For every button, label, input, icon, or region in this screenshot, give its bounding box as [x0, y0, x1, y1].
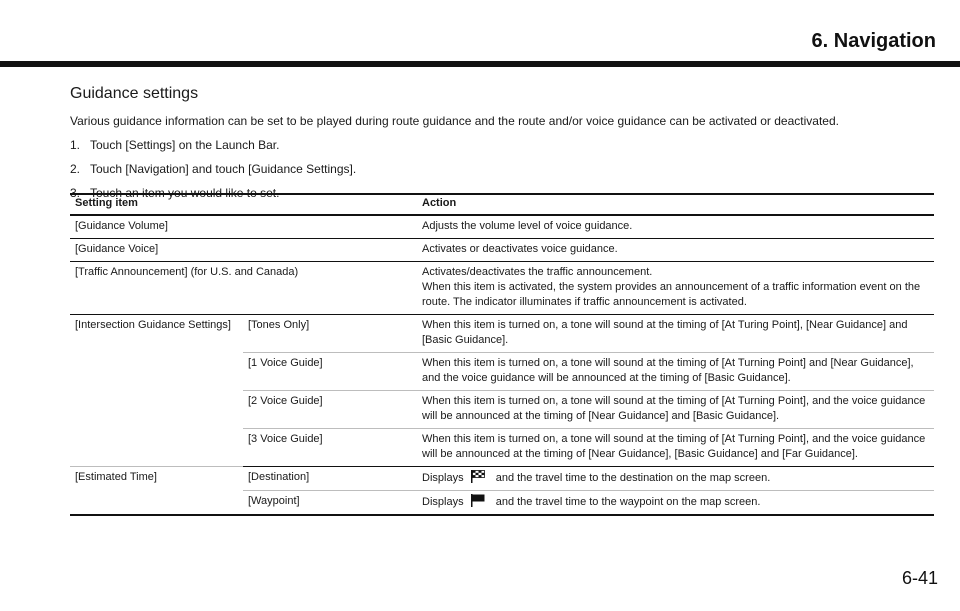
step-text: Touch [Navigation] and touch [Guidance Settings].	[90, 162, 357, 176]
table-row	[70, 315, 934, 353]
setting-item-cell: [Estimated Time]	[70, 467, 243, 516]
setting-item-cell: [Traffic Announcement] (for U.S. and Canada)	[70, 262, 417, 315]
section-intro: Various guidance information can be set to be played during route guidance and the route and/or voice guidance can be activated or deactivated.	[70, 114, 839, 128]
action-cell: Activates or deactivates voice guidance.	[417, 239, 934, 262]
step-number: 1.	[70, 138, 81, 152]
action-prefix: Displays	[422, 472, 464, 484]
setting-item-cell: [Intersection Guidance Settings]	[70, 315, 243, 467]
table-row	[70, 215, 934, 239]
chapter-rule	[0, 61, 960, 67]
step-item	[70, 137, 356, 161]
table-row	[70, 467, 934, 491]
section-title: Guidance settings	[70, 85, 199, 102]
option-cell: [Destination]	[243, 467, 417, 491]
step-item	[70, 161, 356, 185]
setting-item-cell: [Guidance Voice]	[70, 239, 417, 262]
option-cell: [3 Voice Guide]	[243, 429, 417, 467]
flag-icon	[469, 494, 487, 507]
action-suffix: and the travel time to the destination on the map screen.	[495, 472, 771, 484]
option-cell: [Waypoint]	[243, 491, 417, 516]
table-row	[70, 262, 934, 315]
action-cell	[417, 262, 934, 315]
option-cell: [2 Voice Guide]	[243, 391, 417, 429]
action-cell: When this item is turned on, a tone will sound at the timing of [At Turning Point] and [Near Guidance], and the voice guidance will be announced at the timing of [Basic Guidance].	[417, 353, 934, 391]
action-cell	[417, 467, 934, 491]
guidance-settings-table	[70, 194, 934, 516]
action-cell: Adjusts the volume level of voice guidance.	[417, 215, 934, 239]
step-number: 2.	[70, 162, 81, 176]
action-cell: When this item is turned on, a tone will sound at the timing of [At Turning Point], and the voice guidance will be announced at the timing of [Near Guidance], [Basic Guidance] and [Far Guidance].	[417, 429, 934, 467]
action-cell: When this item is turned on, a tone will sound at the timing of [At Turning Point], and the voice guidance will be announced at the timing of [Near Guidance] and [Basic Guidance].	[417, 391, 934, 429]
page-number: 6-41	[901, 568, 938, 588]
table-header-row	[70, 194, 934, 215]
action-text: Activates/deactivates the traffic announcement.	[422, 266, 653, 278]
header-action: Action	[417, 194, 934, 215]
setting-item-cell: [Guidance Volume]	[70, 215, 417, 239]
action-suffix: and the travel time to the waypoint on the map screen.	[495, 496, 761, 508]
action-cell: When this item is turned on, a tone will sound at the timing of [At Turing Point], [Near Guidance] and [Basic Guidance].	[417, 315, 934, 353]
action-cell	[417, 491, 934, 516]
header-setting-item: Setting item	[70, 194, 417, 215]
checkered-flag-icon	[469, 470, 487, 483]
option-cell: [Tones Only]	[243, 315, 417, 353]
action-note: When this item is activated, the system provides an announcement of a traffic information event on the route. The indicator illuminates if traffic announcement is activated.	[422, 281, 921, 308]
option-cell: [1 Voice Guide]	[243, 353, 417, 391]
chapter-title: 6. Navigation	[811, 30, 936, 52]
action-prefix: Displays	[422, 496, 464, 508]
table-row	[70, 239, 934, 262]
step-text: Touch [Settings] on the Launch Bar.	[90, 138, 280, 152]
